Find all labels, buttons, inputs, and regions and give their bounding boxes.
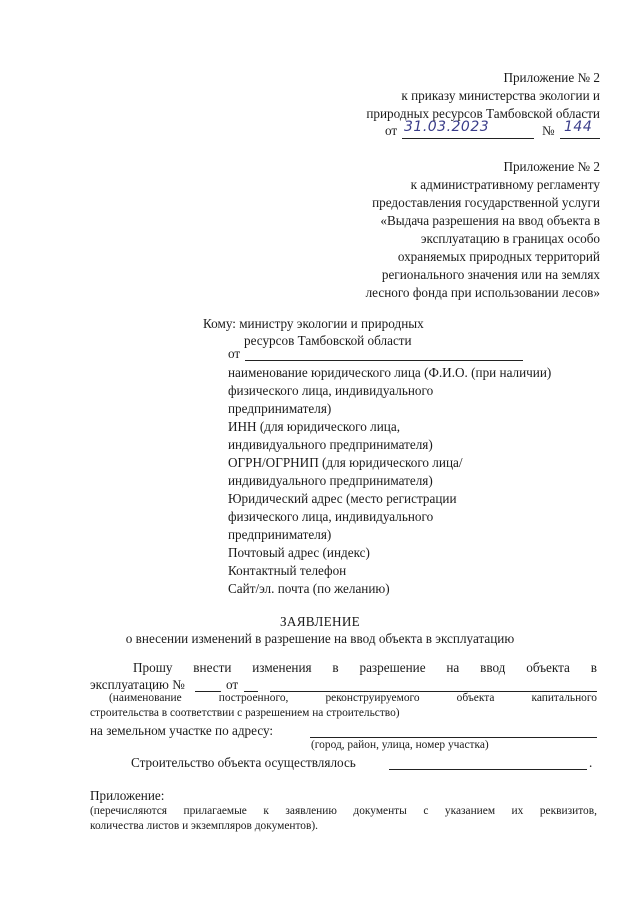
permit-number-line <box>195 676 221 692</box>
regulation-line: эксплуатацию в границах особо <box>420 231 600 246</box>
appendix-note-word: указанием <box>444 805 496 817</box>
construction-line <box>389 754 587 770</box>
appendix-note-word: с <box>423 805 429 817</box>
statement-title: ЗАЯВЛЕНИЕ <box>279 614 361 629</box>
order-number-line <box>560 119 600 139</box>
note-word: реконструируемого <box>325 692 420 704</box>
addressee-from-line <box>245 344 523 361</box>
addressee-to-line2: ресурсов Тамбовской области <box>244 333 412 348</box>
note-word: капитального <box>531 692 597 704</box>
object-name-line <box>270 676 597 692</box>
addressee-field: наименование юридического лица (Ф.И.О. (при наличии) <box>228 365 552 380</box>
request-word: ввод <box>480 660 506 675</box>
addressee-field: предпринимателя) <box>228 401 332 416</box>
appendix-note-word: заявлению <box>285 805 337 817</box>
order-annex-line2: к приказу министерства экологии и <box>401 88 600 103</box>
addressee-field: предпринимателя) <box>228 527 332 542</box>
request-line <box>133 659 597 676</box>
order-number: 144 <box>564 119 593 135</box>
request-word: объекта <box>526 660 570 675</box>
regulation-line: предоставления государственной услуги <box>372 195 600 210</box>
land-address-line <box>310 722 597 738</box>
addressee-field: индивидуального предпринимателя) <box>228 473 433 488</box>
regulation-line: к административному регламенту <box>410 177 600 192</box>
regulation-line: Приложение № 2 <box>503 159 600 174</box>
request-word: разрешение <box>359 660 426 675</box>
object-name-note-line2: строительства в соответствии с разрешением на строительство) <box>90 707 400 719</box>
appendix-note <box>90 805 597 817</box>
construction-label: Строительство объекта осуществлялось <box>131 755 356 770</box>
addressee-field: Сайт/эл. почта (по желанию) <box>228 581 390 596</box>
appendix-note-word: к <box>263 805 269 817</box>
permit-date-line <box>244 676 258 692</box>
addressee-field: физического лица, индивидуального <box>228 509 434 524</box>
order-from-label: от <box>385 123 398 138</box>
appendix-label: Приложение: <box>90 788 165 803</box>
request-word: внести <box>193 660 232 675</box>
permit-number-label: эксплуатацию № <box>90 677 185 692</box>
addressee-field: ИНН (для юридического лица, <box>228 419 400 434</box>
appendix-note-word: прилагаемые <box>183 805 247 817</box>
addressee-field: Юридический адрес (место регистрации <box>228 491 457 506</box>
appendix-note-word: реквизитов, <box>539 805 597 817</box>
order-date-line <box>402 119 534 139</box>
regulation-line: охраняемых природных территорий <box>397 249 600 264</box>
request-word: на <box>446 660 460 675</box>
statement-subtitle: о внесении изменений в разрешение на ввод объекта в эксплуатацию <box>125 631 515 646</box>
appendix-note-word: их <box>511 805 524 817</box>
addressee-field: физического лица, индивидуального <box>228 383 434 398</box>
order-number-label: № <box>542 123 555 138</box>
regulation-line: регионального значения или на землях <box>381 267 600 282</box>
addressee-from-label: от <box>228 346 241 361</box>
addressee-field: ОГРН/ОГРНИП (для юридического лица/ <box>228 455 463 470</box>
addressee-field: Почтовый адрес (индекс) <box>228 545 370 560</box>
regulation-line: лесного фонда при использовании лесов» <box>365 285 600 300</box>
order-annex-title: Приложение № 2 <box>503 70 600 85</box>
request-word: в <box>332 660 339 675</box>
addressee-field: индивидуального предпринимателя) <box>228 437 433 452</box>
appendix-note-word: документы <box>353 805 407 817</box>
order-date: 31.03.2023 <box>404 119 490 135</box>
note-word: объекта <box>456 692 495 704</box>
request-word: Прошу <box>133 660 173 675</box>
land-address-note: (город, район, улица, номер участка) <box>311 739 489 751</box>
addressee-to-line1: Кому: министру экологии и природных <box>203 316 424 331</box>
note-word: (наименование <box>109 692 182 704</box>
request-word: в <box>590 660 597 675</box>
object-name-note <box>109 692 597 704</box>
request-word: изменения <box>252 660 312 675</box>
appendix-note-word: (перечисляются <box>90 805 167 817</box>
note-word: построенного, <box>218 692 289 704</box>
order-annex-line3: природных ресурсов Тамбовской области <box>366 106 600 121</box>
land-address-label: на земельном участке по адресу: <box>90 723 274 738</box>
permit-date-label: от <box>226 677 239 692</box>
appendix-note-line2: количества листов и экземпляров документов). <box>90 820 319 832</box>
construction-period: . <box>589 755 593 770</box>
regulation-line: «Выдача разрешения на ввод объекта в <box>380 213 600 228</box>
addressee-field: Контактный телефон <box>228 563 347 578</box>
